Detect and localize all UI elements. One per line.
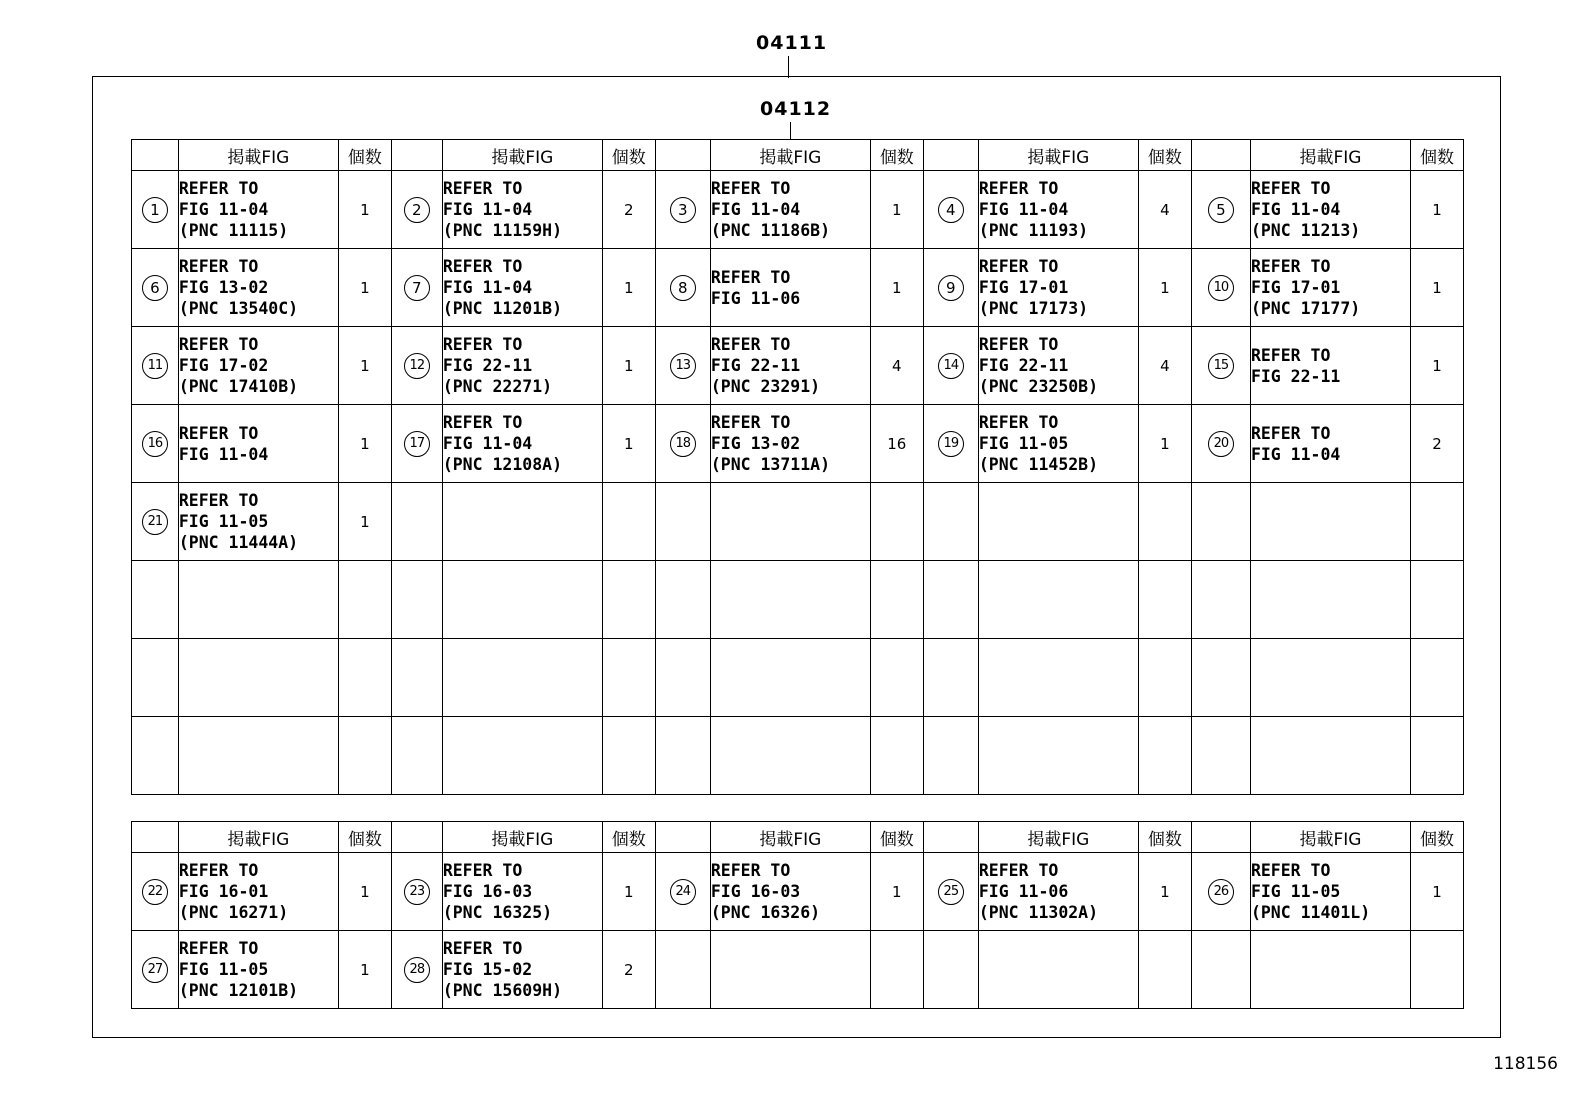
item-number-badge: 2 (404, 197, 430, 223)
item-number-cell (655, 931, 710, 1009)
quantity-cell (1138, 639, 1191, 717)
item-number-badge: 24 (670, 879, 696, 905)
table-row (132, 327, 1464, 405)
item-number-badge: 13 (670, 353, 696, 379)
quantity-cell: 1 (1410, 171, 1463, 249)
quantity-cell: 4 (870, 327, 923, 405)
quantity-cell: 1 (1410, 853, 1463, 931)
item-number-cell (655, 853, 710, 931)
item-number-badge: 23 (404, 879, 430, 905)
item-number-cell (132, 931, 179, 1009)
reference-cell (1250, 561, 1410, 639)
reference-cell: REFER TO FIG 22-11 (PNC 22271) (442, 327, 602, 405)
item-number-cell (923, 853, 978, 931)
reference-cell (1250, 931, 1410, 1009)
item-number-cell (391, 639, 442, 717)
reference-cell (442, 561, 602, 639)
reference-cell: REFER TO FIG 11-04 (PNC 11115) (178, 171, 338, 249)
reference-cell (978, 483, 1138, 561)
item-number-badge: 20 (1208, 431, 1234, 457)
item-number-badge: 9 (938, 275, 964, 301)
item-number-cell (132, 483, 179, 561)
header-fig: 掲載FIG (442, 140, 602, 171)
quantity-cell: 2 (602, 171, 655, 249)
quantity-cell (602, 561, 655, 639)
header-blank (391, 140, 442, 171)
reference-cell (710, 931, 870, 1009)
quantity-cell: 1 (338, 249, 391, 327)
item-number-cell (391, 717, 442, 795)
reference-cell: REFER TO FIG 11-04 (1250, 405, 1410, 483)
item-number-cell (132, 717, 179, 795)
document-number: 118156 (1493, 1054, 1558, 1074)
item-number-cell (132, 171, 179, 249)
header-qty: 個数 (1138, 822, 1191, 853)
item-number-cell (132, 639, 179, 717)
table-row (132, 717, 1464, 795)
item-number-cell (391, 327, 442, 405)
quantity-cell (1138, 561, 1191, 639)
header-row (132, 822, 1464, 853)
quantity-cell: 2 (1410, 405, 1463, 483)
reference-table-2 (131, 821, 1464, 1009)
header-qty: 個数 (1410, 140, 1463, 171)
item-number-badge: 6 (142, 275, 168, 301)
item-number-cell (1191, 717, 1250, 795)
item-number-cell (132, 853, 179, 931)
item-number-cell (655, 483, 710, 561)
quantity-cell (1138, 483, 1191, 561)
quantity-cell (602, 639, 655, 717)
header-qty: 個数 (602, 140, 655, 171)
reference-cell (978, 561, 1138, 639)
quantity-cell (1410, 639, 1463, 717)
reference-cell: REFER TO FIG 11-05 (PNC 12101B) (178, 931, 338, 1009)
leader-line-outer (788, 56, 789, 78)
header-fig: 掲載FIG (710, 140, 870, 171)
reference-cell: REFER TO FIG 16-01 (PNC 16271) (178, 853, 338, 931)
quantity-cell (1410, 931, 1463, 1009)
reference-cell (978, 639, 1138, 717)
item-number-badge: 15 (1208, 353, 1234, 379)
reference-cell (1250, 483, 1410, 561)
reference-cell (710, 717, 870, 795)
reference-cell: REFER TO FIG 11-05 (PNC 11401L) (1250, 853, 1410, 931)
quantity-cell (870, 717, 923, 795)
item-number-badge: 19 (938, 431, 964, 457)
item-number-badge: 4 (938, 197, 964, 223)
reference-cell: REFER TO FIG 13-02 (PNC 13711A) (710, 405, 870, 483)
item-number-cell (132, 327, 179, 405)
header-blank (132, 140, 179, 171)
header-row (132, 140, 1464, 171)
item-number-cell (655, 405, 710, 483)
quantity-cell: 1 (338, 853, 391, 931)
group-label-outer: 04111 (756, 32, 828, 54)
quantity-cell: 1 (1138, 249, 1191, 327)
reference-cell: REFER TO FIG 11-04 (178, 405, 338, 483)
item-number-cell (655, 171, 710, 249)
item-number-cell (391, 853, 442, 931)
item-number-cell (655, 327, 710, 405)
quantity-cell: 4 (1138, 327, 1191, 405)
quantity-cell (1410, 483, 1463, 561)
quantity-cell: 1 (338, 327, 391, 405)
reference-cell: REFER TO FIG 16-03 (PNC 16325) (442, 853, 602, 931)
reference-cell: REFER TO FIG 17-02 (PNC 17410B) (178, 327, 338, 405)
reference-cell: REFER TO FIG 11-04 (PNC 11159H) (442, 171, 602, 249)
reference-table-1 (131, 139, 1464, 795)
quantity-cell (870, 483, 923, 561)
quantity-cell: 1 (338, 931, 391, 1009)
quantity-cell: 16 (870, 405, 923, 483)
reference-cell (442, 639, 602, 717)
item-number-badge: 8 (670, 275, 696, 301)
quantity-cell (338, 561, 391, 639)
item-number-cell (923, 249, 978, 327)
quantity-cell: 1 (870, 249, 923, 327)
table-row (132, 171, 1464, 249)
quantity-cell (1138, 717, 1191, 795)
table-row (132, 639, 1464, 717)
quantity-cell (602, 483, 655, 561)
item-number-badge: 27 (142, 957, 168, 983)
reference-cell: REFER TO FIG 11-05 (PNC 11444A) (178, 483, 338, 561)
quantity-cell: 1 (870, 853, 923, 931)
reference-cell (978, 931, 1138, 1009)
table-row (132, 931, 1464, 1009)
quantity-cell: 1 (602, 249, 655, 327)
reference-cell (710, 483, 870, 561)
item-number-cell (1191, 483, 1250, 561)
quantity-cell (870, 931, 923, 1009)
item-number-cell (923, 717, 978, 795)
header-blank (655, 140, 710, 171)
reference-cell: REFER TO FIG 17-01 (PNC 17177) (1250, 249, 1410, 327)
reference-cell: REFER TO FIG 16-03 (PNC 16326) (710, 853, 870, 931)
reference-cell (710, 639, 870, 717)
item-number-cell (1191, 327, 1250, 405)
leader-line-inner (790, 122, 791, 140)
reference-cell: REFER TO FIG 11-05 (PNC 11452B) (978, 405, 1138, 483)
reference-cell (178, 717, 338, 795)
item-number-badge: 11 (142, 353, 168, 379)
item-number-badge: 25 (938, 879, 964, 905)
header-blank (391, 822, 442, 853)
quantity-cell: 1 (870, 171, 923, 249)
quantity-cell (1138, 931, 1191, 1009)
reference-cell: REFER TO FIG 11-06 (PNC 11302A) (978, 853, 1138, 931)
item-number-cell (923, 483, 978, 561)
reference-cell: REFER TO FIG 22-11 (PNC 23250B) (978, 327, 1138, 405)
item-number-cell (391, 561, 442, 639)
header-qty: 個数 (870, 822, 923, 853)
item-number-cell (132, 249, 179, 327)
item-number-cell (391, 483, 442, 561)
header-fig: 掲載FIG (178, 140, 338, 171)
item-number-cell (132, 405, 179, 483)
item-number-badge: 14 (938, 353, 964, 379)
reference-cell: REFER TO FIG 11-04 (PNC 12108A) (442, 405, 602, 483)
quantity-cell: 1 (602, 405, 655, 483)
item-number-cell (923, 931, 978, 1009)
table-row (132, 405, 1464, 483)
header-blank (923, 140, 978, 171)
quantity-cell: 1 (338, 171, 391, 249)
item-number-badge: 17 (404, 431, 430, 457)
item-number-cell (391, 171, 442, 249)
reference-cell (442, 717, 602, 795)
table-row (132, 561, 1464, 639)
reference-cell: REFER TO FIG 22-11 (1250, 327, 1410, 405)
reference-cell (1250, 639, 1410, 717)
quantity-cell: 1 (602, 853, 655, 931)
item-number-badge: 21 (142, 509, 168, 535)
table-row (132, 249, 1464, 327)
reference-cell: REFER TO FIG 11-04 (PNC 11193) (978, 171, 1138, 249)
header-qty: 個数 (1410, 822, 1463, 853)
header-blank (1191, 140, 1250, 171)
reference-cell: REFER TO FIG 11-06 (710, 249, 870, 327)
quantity-cell (870, 639, 923, 717)
item-number-cell (923, 405, 978, 483)
item-number-cell (655, 639, 710, 717)
reference-cell: REFER TO FIG 17-01 (PNC 17173) (978, 249, 1138, 327)
header-qty: 個数 (602, 822, 655, 853)
header-qty: 個数 (338, 822, 391, 853)
item-number-cell (923, 171, 978, 249)
item-number-badge: 28 (404, 957, 430, 983)
item-number-cell (923, 639, 978, 717)
quantity-cell (338, 717, 391, 795)
item-number-cell (923, 561, 978, 639)
header-fig: 掲載FIG (978, 822, 1138, 853)
item-number-cell (132, 561, 179, 639)
item-number-cell (1191, 931, 1250, 1009)
item-number-badge: 1 (142, 197, 168, 223)
quantity-cell: 1 (1138, 405, 1191, 483)
header-fig: 掲載FIG (1250, 822, 1410, 853)
item-number-cell (655, 561, 710, 639)
reference-cell (710, 561, 870, 639)
quantity-cell: 1 (1410, 249, 1463, 327)
header-blank (1191, 822, 1250, 853)
quantity-cell: 1 (602, 327, 655, 405)
header-blank (923, 822, 978, 853)
quantity-cell: 1 (338, 483, 391, 561)
reference-cell: REFER TO FIG 15-02 (PNC 15609H) (442, 931, 602, 1009)
item-number-badge: 10 (1208, 275, 1234, 301)
item-number-cell (391, 405, 442, 483)
quantity-cell: 1 (1410, 327, 1463, 405)
item-number-badge: 16 (142, 431, 168, 457)
table-row (132, 483, 1464, 561)
header-fig: 掲載FIG (1250, 140, 1410, 171)
item-number-badge: 18 (670, 431, 696, 457)
quantity-cell: 1 (338, 405, 391, 483)
item-number-cell (1191, 853, 1250, 931)
reference-cell: REFER TO FIG 22-11 (PNC 23291) (710, 327, 870, 405)
item-number-cell (1191, 171, 1250, 249)
header-qty: 個数 (870, 140, 923, 171)
item-number-badge: 12 (404, 353, 430, 379)
header-blank (132, 822, 179, 853)
reference-cell (978, 717, 1138, 795)
reference-cell (442, 483, 602, 561)
reference-cell (178, 639, 338, 717)
item-number-cell (1191, 405, 1250, 483)
quantity-cell (1410, 561, 1463, 639)
header-qty: 個数 (338, 140, 391, 171)
quantity-cell: 1 (1138, 853, 1191, 931)
quantity-cell: 4 (1138, 171, 1191, 249)
reference-cell: REFER TO FIG 11-04 (PNC 11213) (1250, 171, 1410, 249)
header-fig: 掲載FIG (178, 822, 338, 853)
item-number-cell (391, 931, 442, 1009)
item-number-cell (655, 717, 710, 795)
item-number-cell (1191, 561, 1250, 639)
item-number-badge: 3 (670, 197, 696, 223)
item-number-cell (655, 249, 710, 327)
item-number-badge: 5 (1208, 197, 1234, 223)
reference-cell: REFER TO FIG 13-02 (PNC 13540C) (178, 249, 338, 327)
reference-cell (1250, 717, 1410, 795)
reference-cell: REFER TO FIG 11-04 (PNC 11186B) (710, 171, 870, 249)
item-number-cell (923, 327, 978, 405)
header-fig: 掲載FIG (442, 822, 602, 853)
item-number-cell (1191, 249, 1250, 327)
quantity-cell (870, 561, 923, 639)
header-blank (655, 822, 710, 853)
table-row (132, 853, 1464, 931)
header-fig: 掲載FIG (710, 822, 870, 853)
quantity-cell: 2 (602, 931, 655, 1009)
reference-cell: REFER TO FIG 11-04 (PNC 11201B) (442, 249, 602, 327)
item-number-badge: 7 (404, 275, 430, 301)
item-number-cell (1191, 639, 1250, 717)
quantity-cell (338, 639, 391, 717)
item-number-badge: 22 (142, 879, 168, 905)
header-fig: 掲載FIG (978, 140, 1138, 171)
reference-cell (178, 561, 338, 639)
group-label-inner: 04112 (760, 98, 832, 120)
item-number-badge: 26 (1208, 879, 1234, 905)
quantity-cell (602, 717, 655, 795)
quantity-cell (1410, 717, 1463, 795)
item-number-cell (391, 249, 442, 327)
header-qty: 個数 (1138, 140, 1191, 171)
